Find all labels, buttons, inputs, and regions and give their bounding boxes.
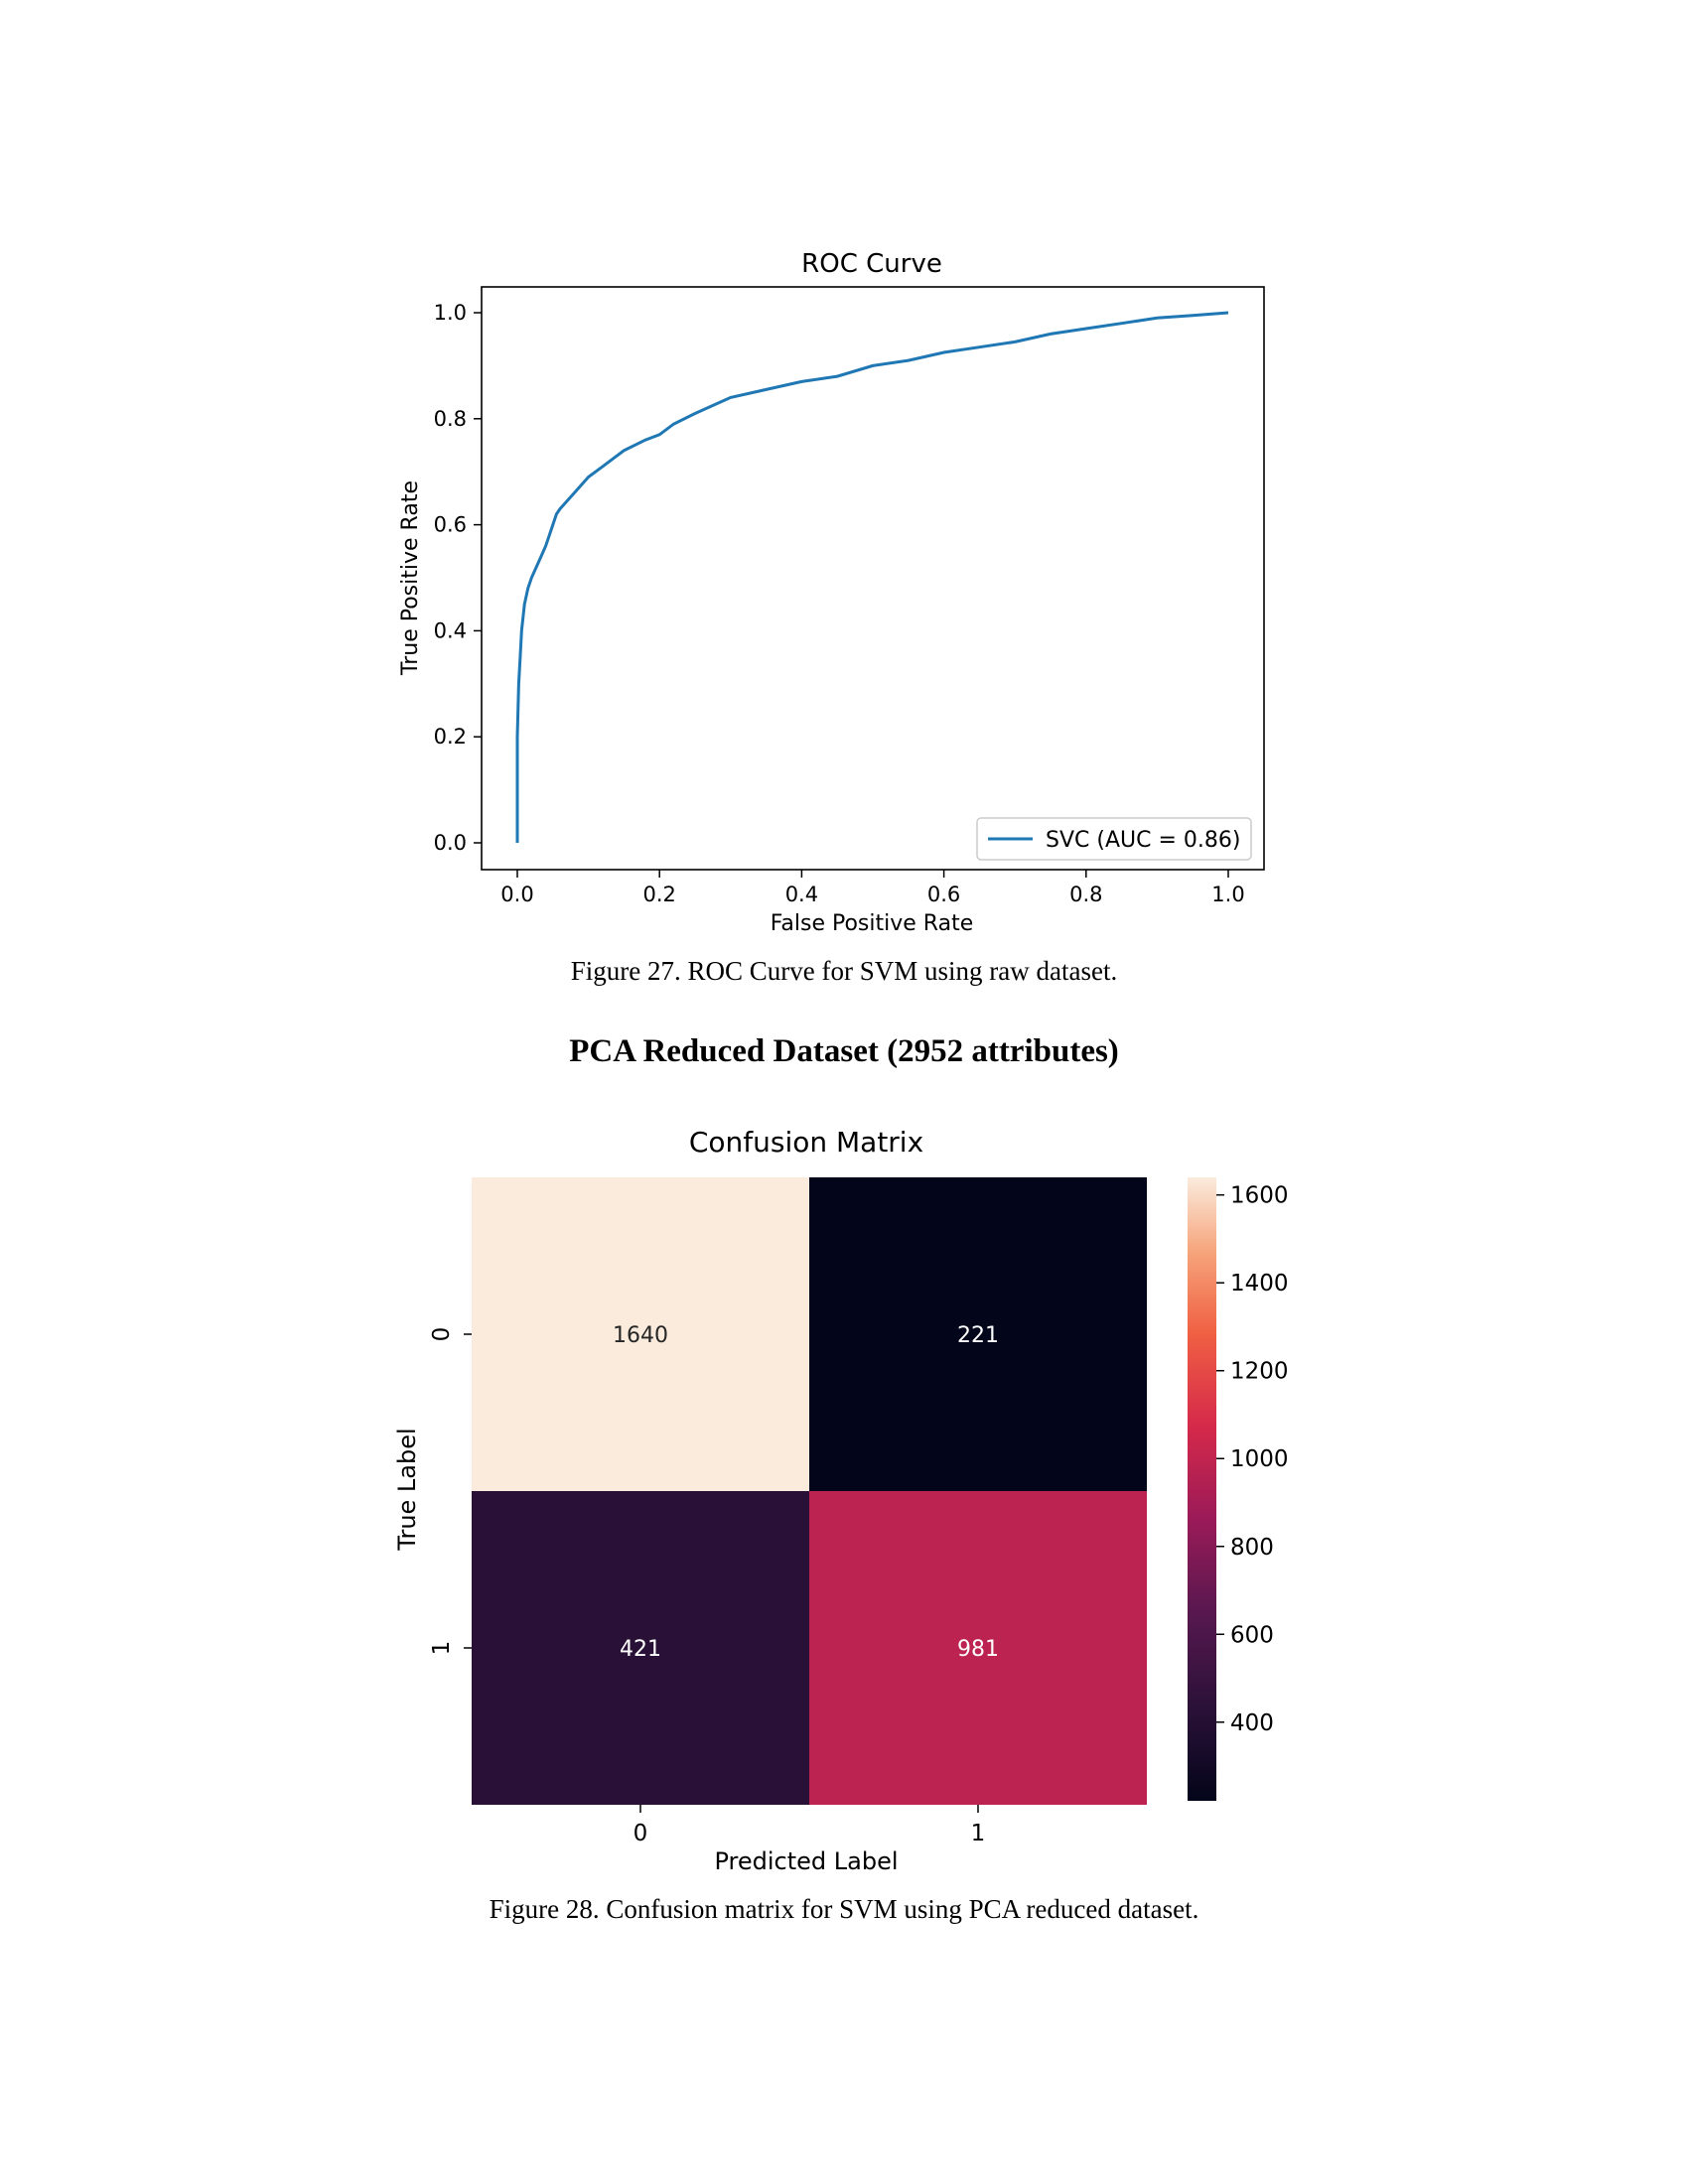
cm-cell-label: 1640 bbox=[613, 1323, 668, 1348]
cm-x-ticks bbox=[633, 1805, 986, 1846]
roc-plot-frame bbox=[482, 287, 1264, 870]
cm-colorbar-tick-label: 1600 bbox=[1230, 1182, 1289, 1209]
roc-y-tick-label: 0.8 bbox=[433, 406, 467, 431]
roc-x-tick-label: 0.8 bbox=[1069, 883, 1103, 906]
cm-y-ticks bbox=[429, 1327, 472, 1656]
roc-x-tick-label: 0.2 bbox=[642, 883, 676, 906]
cm-cell-label: 221 bbox=[957, 1323, 999, 1348]
cm-x-axis-label: Predicted Label bbox=[714, 1847, 899, 1875]
cm-cell-label: 421 bbox=[620, 1637, 661, 1662]
roc-y-tick-label: 0.6 bbox=[433, 512, 467, 537]
cm-y-tick-label: 1 bbox=[429, 1640, 455, 1656]
cm-colorbar-tick-label: 1200 bbox=[1230, 1358, 1289, 1385]
roc-curve-chart bbox=[0, 0, 1688, 993]
cm-y-axis-label: True Label bbox=[393, 1428, 421, 1551]
roc-x-ticks bbox=[500, 870, 1244, 906]
roc-x-axis-label: False Positive Rate bbox=[770, 911, 974, 936]
cm-x-tick-label: 1 bbox=[970, 1821, 986, 1846]
figure-27-caption: Figure 27. ROC Curve for SVM using raw dataset. bbox=[570, 956, 1118, 986]
cm-cell-label: 981 bbox=[957, 1637, 999, 1662]
cm-title: Confusion Matrix bbox=[688, 1126, 924, 1159]
roc-y-tick-label: 1.0 bbox=[433, 301, 467, 325]
roc-legend bbox=[977, 818, 1251, 860]
roc-y-ticks bbox=[434, 301, 482, 855]
roc-y-axis-label: True Positive Rate bbox=[398, 480, 423, 675]
roc-legend-label: SVC (AUC = 0.86) bbox=[1046, 828, 1241, 853]
cm-colorbar-tick-label: 1400 bbox=[1230, 1271, 1289, 1297]
confusion-matrix-chart bbox=[0, 1092, 1688, 1886]
figure-28-caption: Figure 28. Confusion matrix for SVM using PCA reduced dataset. bbox=[489, 1894, 1199, 1924]
cm-colorbar-tick-label: 800 bbox=[1230, 1534, 1274, 1561]
section-heading: PCA Reduced Dataset (2952 attributes) bbox=[569, 1033, 1119, 1069]
roc-y-tick-label: 0.0 bbox=[433, 831, 467, 855]
roc-x-tick-label: 1.0 bbox=[1211, 883, 1245, 906]
roc-x-tick-label: 0.4 bbox=[784, 883, 819, 906]
cm-colorbar-tick-label: 400 bbox=[1230, 1709, 1274, 1736]
cm-colorbar-tick-label: 600 bbox=[1230, 1622, 1274, 1649]
roc-title: ROC Curve bbox=[801, 249, 942, 279]
cm-colorbar-tick-label: 1000 bbox=[1230, 1446, 1289, 1473]
roc-y-tick-label: 0.2 bbox=[433, 725, 467, 750]
roc-y-tick-label: 0.4 bbox=[433, 618, 467, 643]
cm-colorbar-ticks bbox=[1216, 1183, 1289, 1736]
roc-series-line bbox=[517, 313, 1228, 843]
cm-y-tick-label: 0 bbox=[429, 1326, 455, 1342]
cm-x-tick-label: 0 bbox=[633, 1821, 648, 1846]
roc-x-tick-label: 0.0 bbox=[500, 883, 534, 906]
cm-colorbar bbox=[1188, 1177, 1216, 1801]
roc-x-tick-label: 0.6 bbox=[926, 883, 961, 906]
cm-cells bbox=[472, 1177, 1147, 1805]
